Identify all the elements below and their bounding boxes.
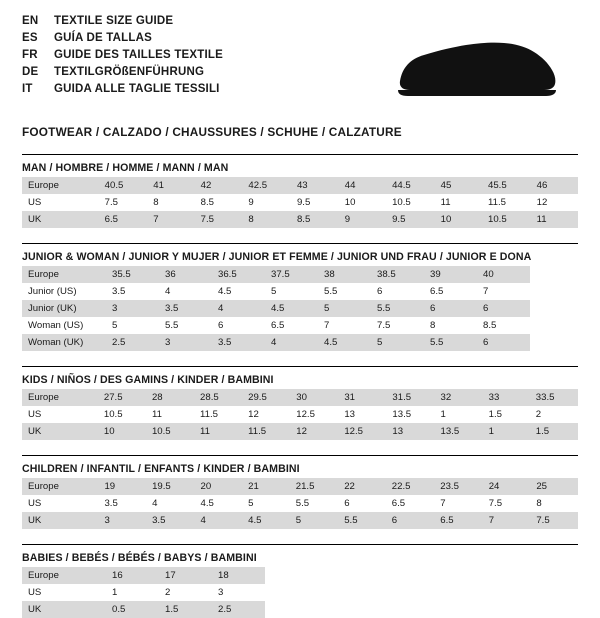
- size-cell: 12: [290, 423, 338, 440]
- size-cell: 28.5: [194, 389, 242, 406]
- language-code: DE: [22, 66, 39, 78]
- size-cell: 6: [477, 334, 530, 351]
- size-cell: 5: [242, 495, 290, 512]
- size-cell: 13: [338, 406, 386, 423]
- size-cell: 6: [386, 512, 434, 529]
- size-cell: 5: [290, 512, 338, 529]
- section-title: CHILDREN / INFANTIL / ENFANTS / KINDER / BAMBINI: [22, 463, 300, 475]
- row-label: US: [22, 194, 99, 211]
- size-cell: 2: [530, 406, 578, 423]
- size-cell: 40: [477, 266, 530, 283]
- size-cell: 6: [371, 283, 424, 300]
- size-cell: 11.5: [194, 406, 242, 423]
- size-cell: 6: [424, 300, 477, 317]
- size-cell: 5.5: [338, 512, 386, 529]
- size-cell: 7: [477, 283, 530, 300]
- size-cell: 3.5: [106, 283, 159, 300]
- language-row: [22, 82, 223, 97]
- size-table: [22, 478, 578, 529]
- size-cell: 39: [424, 266, 477, 283]
- size-cell: 19: [98, 478, 146, 495]
- size-cell: 6.5: [434, 512, 482, 529]
- table-row: [22, 177, 578, 194]
- table-row: [22, 266, 530, 283]
- size-cell: 38: [318, 266, 371, 283]
- size-cell: 7.5: [99, 194, 148, 211]
- language-row: [22, 31, 223, 46]
- size-cell: 41: [147, 177, 194, 194]
- size-cell: 10.5: [386, 194, 435, 211]
- size-cell: 10.5: [146, 423, 194, 440]
- size-cell: 21: [242, 478, 290, 495]
- size-cell: 11.5: [482, 194, 531, 211]
- size-cell: 1: [435, 406, 483, 423]
- size-cell: 19.5: [146, 478, 194, 495]
- size-cell: 8.5: [291, 211, 339, 228]
- table-row: [22, 601, 265, 618]
- row-label: US: [22, 495, 98, 512]
- language-code: EN: [22, 15, 39, 27]
- size-cell: 18: [212, 567, 265, 584]
- size-cell: 33: [483, 389, 530, 406]
- row-label: UK: [22, 512, 98, 529]
- row-label: Europe: [22, 177, 99, 194]
- size-cell: 9.5: [386, 211, 435, 228]
- size-sections: [22, 154, 578, 618]
- size-cell: 6.5: [99, 211, 148, 228]
- size-cell: 3: [98, 512, 146, 529]
- size-cell: 4: [159, 283, 212, 300]
- table-row: [22, 478, 578, 495]
- size-cell: 42.5: [242, 177, 291, 194]
- size-cell: 22: [338, 478, 386, 495]
- size-cell: 38.5: [371, 266, 424, 283]
- size-cell: 8: [530, 495, 578, 512]
- size-cell: 17: [159, 567, 212, 584]
- size-cell: 7.5: [483, 495, 531, 512]
- table-row: [22, 423, 578, 440]
- section-title: JUNIOR & WOMAN / JUNIOR Y MUJER / JUNIOR ET FEMME / JUNIOR UND FRAU / JUNIOR E DONA: [22, 251, 532, 263]
- size-cell: 4.5: [195, 495, 243, 512]
- size-cell: 7.5: [195, 211, 243, 228]
- size-cell: 9.5: [291, 194, 339, 211]
- size-cell: 1.5: [159, 601, 212, 618]
- size-cell: 9: [339, 211, 386, 228]
- size-cell: 3.5: [212, 334, 265, 351]
- section-title: BABIES / BEBÉS / BÉBÉS / BABYS / BAMBINI: [22, 552, 257, 564]
- size-cell: 6.5: [386, 495, 434, 512]
- size-cell: 29.5: [242, 389, 290, 406]
- size-cell: 2.5: [212, 601, 265, 618]
- size-cell: 24: [483, 478, 531, 495]
- size-cell: 31.5: [386, 389, 434, 406]
- language-label: GUÍA DE TALLAS: [54, 32, 152, 44]
- table-row: [22, 406, 578, 423]
- table-row: [22, 389, 578, 406]
- size-cell: 0.5: [106, 601, 159, 618]
- size-cell: 1: [106, 584, 159, 601]
- size-cell: 2.5: [106, 334, 159, 351]
- size-section: [22, 544, 578, 618]
- size-cell: 1: [483, 423, 530, 440]
- size-cell: 10: [435, 211, 482, 228]
- size-cell: 27.5: [98, 389, 146, 406]
- row-label: Europe: [22, 389, 98, 406]
- language-list: [22, 14, 223, 97]
- size-cell: 6.5: [424, 283, 477, 300]
- size-section: [22, 455, 578, 529]
- size-cell: 21.5: [290, 478, 338, 495]
- row-label: Junior (US): [22, 283, 106, 300]
- section-divider: [22, 243, 578, 244]
- size-cell: 35.5: [106, 266, 159, 283]
- table-row: [22, 211, 578, 228]
- size-cell: 5: [106, 317, 159, 334]
- size-cell: 23.5: [434, 478, 482, 495]
- row-label: Europe: [22, 478, 98, 495]
- size-cell: 11: [194, 423, 242, 440]
- row-label: UK: [22, 423, 98, 440]
- table-row: [22, 584, 265, 601]
- size-table: [22, 266, 530, 351]
- size-cell: 33.5: [530, 389, 578, 406]
- size-cell: 10.5: [98, 406, 146, 423]
- size-cell: 9: [242, 194, 291, 211]
- size-cell: 12.5: [338, 423, 386, 440]
- page-header: [22, 14, 578, 109]
- size-cell: 46: [531, 177, 578, 194]
- size-cell: 13.5: [435, 423, 483, 440]
- language-code: FR: [22, 49, 38, 61]
- size-cell: 4: [265, 334, 318, 351]
- size-cell: 30: [290, 389, 338, 406]
- size-cell: 5.5: [290, 495, 338, 512]
- language-row: [22, 14, 223, 29]
- table-row: [22, 512, 578, 529]
- language-code: IT: [22, 83, 33, 95]
- size-cell: 3.5: [159, 300, 212, 317]
- size-cell: 32: [435, 389, 483, 406]
- size-section: [22, 243, 578, 351]
- section-divider: [22, 455, 578, 456]
- table-row: [22, 283, 530, 300]
- size-section: [22, 154, 578, 228]
- size-cell: 11: [146, 406, 194, 423]
- size-cell: 25: [530, 478, 578, 495]
- size-cell: 4: [212, 300, 265, 317]
- section-divider: [22, 154, 578, 155]
- size-cell: 1.5: [530, 423, 578, 440]
- size-cell: 8.5: [195, 194, 243, 211]
- language-row: [22, 48, 223, 63]
- size-cell: 4.5: [265, 300, 318, 317]
- row-label: UK: [22, 211, 99, 228]
- language-label: GUIDA ALLE TAGLIE TESSILI: [54, 83, 220, 95]
- size-cell: 3.5: [98, 495, 146, 512]
- size-cell: 28: [146, 389, 194, 406]
- size-cell: 2: [159, 584, 212, 601]
- table-row: [22, 194, 578, 211]
- size-section: [22, 366, 578, 440]
- section-divider: [22, 366, 578, 367]
- size-cell: 10: [98, 423, 146, 440]
- row-label: Europe: [22, 567, 106, 584]
- size-cell: 13: [386, 423, 434, 440]
- size-cell: 4: [146, 495, 194, 512]
- size-cell: 1.5: [483, 406, 530, 423]
- dress-shoe-icon: [388, 34, 558, 109]
- size-cell: 3: [106, 300, 159, 317]
- row-label: Woman (US): [22, 317, 106, 334]
- size-cell: 8: [147, 194, 194, 211]
- size-cell: 44: [339, 177, 386, 194]
- row-label: Junior (UK): [22, 300, 106, 317]
- size-cell: 4: [195, 512, 243, 529]
- size-cell: 5.5: [424, 334, 477, 351]
- size-cell: 12.5: [290, 406, 338, 423]
- size-cell: 7.5: [371, 317, 424, 334]
- size-cell: 3: [212, 584, 265, 601]
- table-row: [22, 334, 530, 351]
- size-cell: 7: [483, 512, 531, 529]
- size-cell: 5.5: [371, 300, 424, 317]
- size-cell: 10.5: [482, 211, 531, 228]
- row-label: Europe: [22, 266, 106, 283]
- size-cell: 4.5: [318, 334, 371, 351]
- size-cell: 8.5: [477, 317, 530, 334]
- size-cell: 20: [195, 478, 243, 495]
- size-cell: 12: [531, 194, 578, 211]
- row-label: Woman (UK): [22, 334, 106, 351]
- size-cell: 6.5: [265, 317, 318, 334]
- size-table: [22, 389, 578, 440]
- size-cell: 13.5: [386, 406, 434, 423]
- language-label: TEXTILGRÖßENFÜHRUNG: [54, 66, 205, 78]
- section-title: MAN / HOMBRE / HOMME / MANN / MAN: [22, 162, 229, 174]
- table-row: [22, 300, 530, 317]
- size-cell: 3: [159, 334, 212, 351]
- size-cell: 43: [291, 177, 339, 194]
- size-cell: 7: [318, 317, 371, 334]
- size-cell: 36.5: [212, 266, 265, 283]
- size-cell: 5: [371, 334, 424, 351]
- size-cell: 3.5: [146, 512, 194, 529]
- size-cell: 4.5: [212, 283, 265, 300]
- size-cell: 36: [159, 266, 212, 283]
- size-cell: 12: [242, 406, 290, 423]
- size-cell: 7.5: [530, 512, 578, 529]
- table-row: [22, 317, 530, 334]
- size-cell: 31: [338, 389, 386, 406]
- category-title: FOOTWEAR / CALZADO / CHAUSSURES / SCHUHE / CALZATURE: [22, 125, 402, 139]
- size-table: [22, 567, 265, 618]
- size-cell: 6: [338, 495, 386, 512]
- size-cell: 45.5: [482, 177, 531, 194]
- size-cell: 11: [531, 211, 578, 228]
- size-cell: 11.5: [242, 423, 290, 440]
- size-cell: 10: [339, 194, 386, 211]
- language-label: TEXTILE SIZE GUIDE: [54, 15, 174, 27]
- size-cell: 8: [424, 317, 477, 334]
- table-row: [22, 567, 265, 584]
- section-title: KIDS / NIÑOS / DES GAMINS / KINDER / BAMBINI: [22, 374, 274, 386]
- size-cell: 5: [318, 300, 371, 317]
- size-cell: 37.5: [265, 266, 318, 283]
- size-cell: 22.5: [386, 478, 434, 495]
- size-cell: 44.5: [386, 177, 435, 194]
- size-cell: 5.5: [159, 317, 212, 334]
- language-label: GUIDE DES TAILLES TEXTILE: [54, 49, 223, 61]
- size-cell: 11: [435, 194, 482, 211]
- size-cell: 4.5: [242, 512, 290, 529]
- row-label: US: [22, 584, 106, 601]
- language-row: [22, 65, 223, 80]
- size-cell: 45: [435, 177, 482, 194]
- size-cell: 8: [242, 211, 291, 228]
- table-row: [22, 495, 578, 512]
- size-cell: 5.5: [318, 283, 371, 300]
- size-cell: 7: [147, 211, 194, 228]
- language-code: ES: [22, 32, 38, 44]
- section-divider: [22, 544, 578, 545]
- size-cell: 7: [434, 495, 482, 512]
- size-cell: 42: [195, 177, 243, 194]
- size-cell: 5: [265, 283, 318, 300]
- size-cell: 40.5: [99, 177, 148, 194]
- size-cell: 16: [106, 567, 159, 584]
- size-table: [22, 177, 578, 228]
- size-cell: 6: [477, 300, 530, 317]
- row-label: UK: [22, 601, 106, 618]
- row-label: US: [22, 406, 98, 423]
- size-cell: 6: [212, 317, 265, 334]
